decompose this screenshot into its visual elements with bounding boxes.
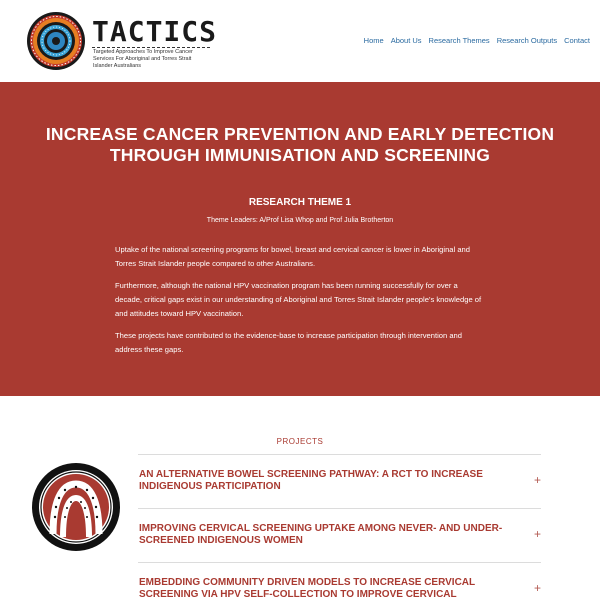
nav-home[interactable]: Home (363, 36, 384, 45)
hero-paragraph: These projects have contributed to the evidence-base to increase participation through intervention and address these gaps. (115, 331, 462, 354)
hero-paragraph: Furthermore, although the national HPV vaccination program has been running successfully for over a decade, critical gaps exist in our understanding of Aboriginal and Torres Strait Islander people’s knowledge of and attitudes toward HPV vaccination. (115, 281, 482, 318)
site-header (0, 0, 600, 82)
projects-artwork-icon (31, 462, 121, 552)
hero-description (115, 243, 485, 365)
page-title: INCREASE CANCER PREVENTION AND EARLY DETECTION THROUGH IMMUNISATION AND SCREENING (45, 124, 555, 165)
project-item[interactable] (138, 508, 541, 562)
main-nav (364, 36, 590, 45)
nav-research-themes[interactable]: Research Themes (428, 36, 490, 45)
project-item[interactable] (138, 562, 541, 600)
expand-plus-icon[interactable]: + (533, 581, 541, 595)
nav-research-outputs[interactable]: Research Outputs (496, 36, 558, 45)
theme-label: RESEARCH THEME 1 (248, 197, 352, 208)
project-title: IMPROVING CERVICAL SCREENING UPTAKE AMONG NEVER- AND UNDER-SCREENED INDIGENOUS WOMEN (139, 523, 503, 546)
theme-leaders: Theme Leaders: A/Prof Lisa Whop and Prof Julia Brotherton (206, 217, 394, 224)
hero-section (0, 82, 600, 396)
site-logo[interactable] (26, 11, 218, 71)
nav-about-us[interactable]: About Us (390, 36, 422, 45)
hero-paragraph: Uptake of the national screening programs for bowel, breast and cervical cancer is lower in Aboriginal and Torres Strait Islander people compared to other Australians. (115, 245, 470, 268)
projects-heading: PROJECTS (276, 437, 324, 446)
logo-divider (92, 46, 210, 48)
project-title: AN ALTERNATIVE BOWEL SCREENING PATHWAY: A RCT TO INCREASE INDIGENOUS PARTICIPATION (139, 469, 483, 492)
nav-contact[interactable]: Contact (564, 36, 590, 45)
project-item[interactable] (138, 454, 541, 508)
logo-subtitle: Targeted Approaches To Improve Cancer Services For Aboriginal and Torres Strait Islander Australians (93, 49, 193, 69)
logo-emblem-icon (26, 11, 86, 71)
project-title: EMBEDDING COMMUNITY DRIVEN MODELS TO INCREASE CERVICAL SCREENING VIA HPV SELF-COLLECTION TO IMPROVE CERVICAL (139, 577, 475, 600)
logo-title: TACTICS (92, 15, 218, 48)
expand-plus-icon[interactable]: + (533, 527, 541, 541)
expand-plus-icon[interactable]: + (533, 473, 541, 487)
projects-accordion (138, 454, 541, 600)
